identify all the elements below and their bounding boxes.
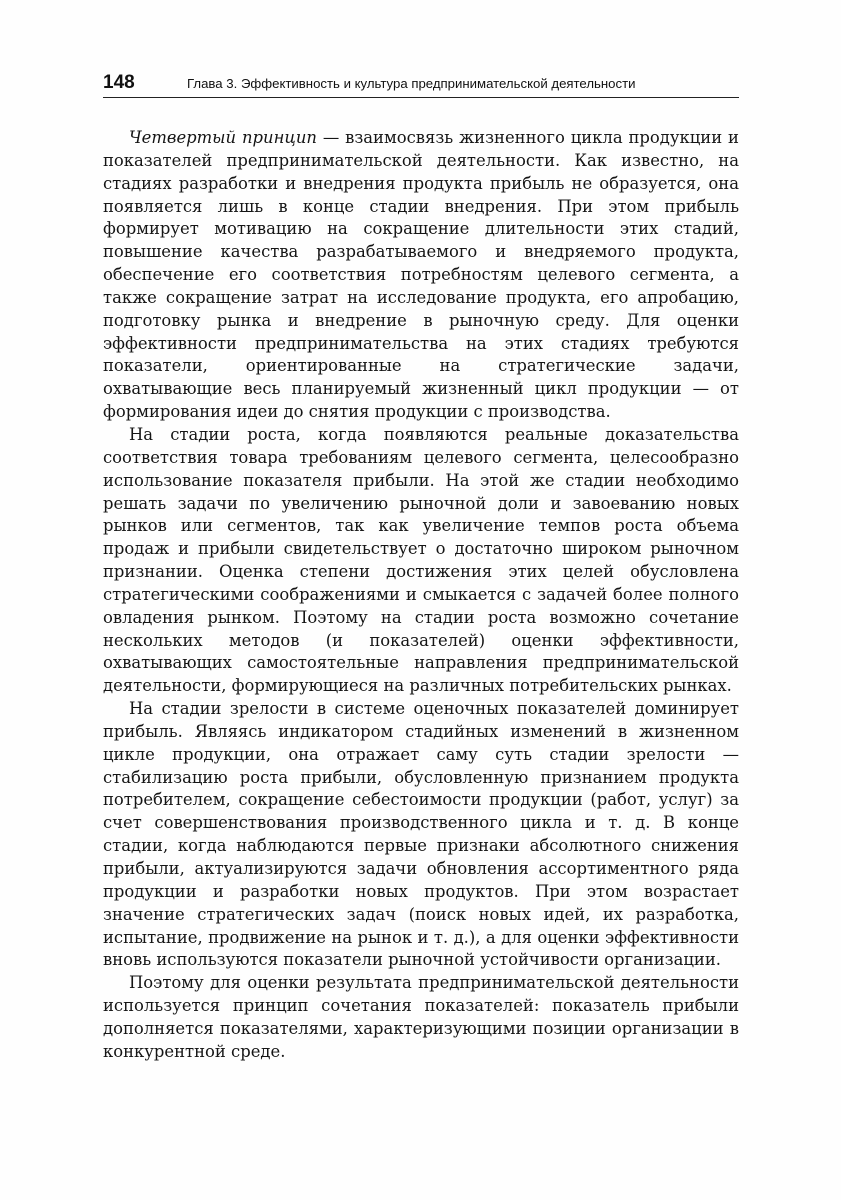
paragraph-maturity-stage: На стадии зрелости в системе оценочных показателей доминирует прибыль. Являясь индикатором стадийных изменений в жизненном цикле продукции, она отражает саму суть стадии зрелости — стабилизацию роста прибыли, обусловленную признанием продукта потребителем, сокращение себестоимости продукции (работ, услуг) за счет совершенствования производственного цикла и т. д. В конце стадии, когда наблюдаются первые признаки абсолютного снижения прибыли, актуализируются задачи обновления ассортиментного ряда продукции и разработки новых продуктов. При этом возрастает значение стратегических задач (поиск новых идей, их разработка, испытание, продвижение на рынок и т. д.), а для оценки эффективности вновь используются показатели рыночной устойчивости организации. (103, 699, 739, 970)
paragraph-text: — взаимосвязь жизненного цикла продукции и показателей предпринимательской деятельности. Как известно, на стадиях разработки и внедрения продукта прибыль не образуется, она появляется лишь в конце стадии внедрения. При этом прибыль формирует мотивацию на сокращение длительности этих стадий, повышение качества разрабатываемого и внедряемого продукта, обеспечение его соответствия потребностям целевого сегмента, а также сокращение затрат на исследование продукта, его апробацию, подготовку рынка и внедрение в рыночную среду. Для оценки эффективности предпринимательства на этих стадиях требуются показатели, ориентированные на стратегические задачи, охватывающие весь планируемый жизненный цикл продукции — от формирования идеи до снятия продукции с производства. (103, 128, 739, 422)
chapter-title: Глава 3. Эффективность и культура предпринимательской деятельности (187, 76, 636, 91)
paragraph-growth-stage: На стадии роста, когда появляются реальные доказательства соответствия товара требованиям целевого сегмента, целесообразно использование показателя прибыли. На этой же стадии необходимо решать задачи по увеличению рыночной доли и завоеванию новых рынков или сегментов, так как увеличение темпов роста объема продаж и прибыли свидетельствует о достаточно широком рыночном признании. Оценка степени достижения этих целей обусловлена стратегическими соображениями и смыкается с задачей более полного овладения рынком. Поэтому на стадии роста возможно сочетание нескольких методов (и показателей) оценки эффективности, охватывающих самостоятельные направления предпринимательской деятельности, формирующиеся на различных потребительских рынках. (103, 424, 739, 696)
page-number: 148 (103, 72, 135, 93)
body-text (103, 127, 739, 1064)
paragraph-fourth-principle (103, 127, 739, 424)
paragraph-lead-term: Четвертый принцип (129, 128, 317, 147)
paragraph-conclusion: Поэтому для оценки результата предпринимательской деятельности используется принцип сочетания показателей: показатель прибыли дополняется показателями, характеризующими позиции организации в конкурентной среде. (103, 973, 739, 1061)
running-head (103, 72, 739, 98)
